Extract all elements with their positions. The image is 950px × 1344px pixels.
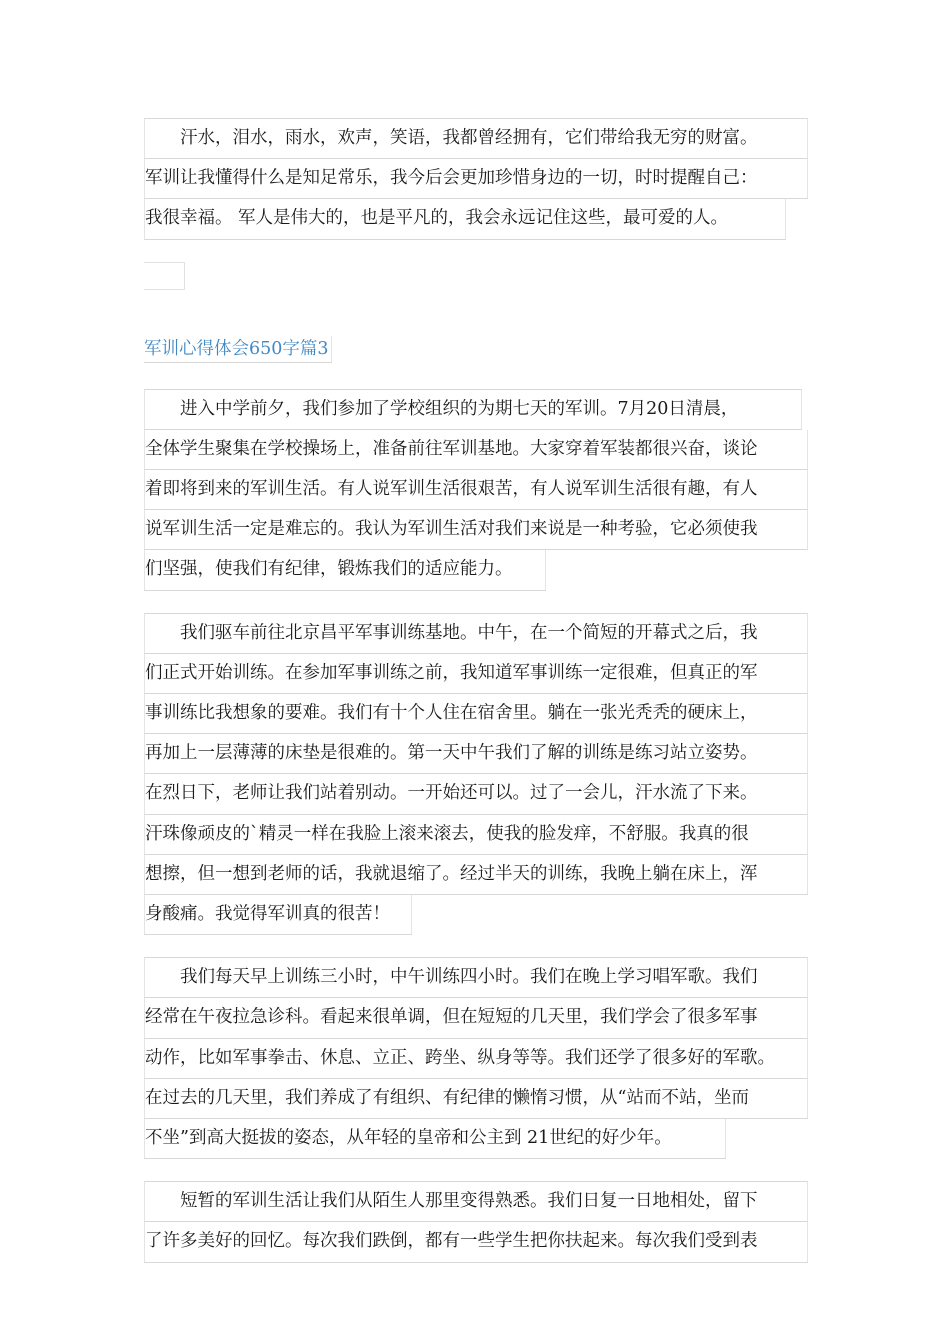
- text-line: 军训让我懂得什么是知足常乐，我今后会更加珍惜身边的一切，时时提醒自己：: [144, 159, 808, 199]
- text-line: 说军训生活一定是难忘的。我认为军训生活对我们来说是一种考验，它必须使我: [144, 510, 808, 550]
- text-line: 我们每天早上训练三小时，中午训练四小时。我们在晚上学习唱军歌。我们: [144, 957, 808, 998]
- text-line: 想擦，但一想到老师的话，我就退缩了。经过半天的训练，我晚上躺在床上，浑: [144, 855, 808, 895]
- text-line: 进入中学前夕，我们参加了学校组织的为期七天的军训。7月20日清晨，: [144, 389, 802, 430]
- paragraph-4: [144, 1181, 808, 1262]
- text-line: 着即将到来的军训生活。有人说军训生活很艰苦，有人说军训生活很有趣，有人: [144, 470, 808, 510]
- paragraph-2: [144, 613, 808, 936]
- text-line: 在烈日下，老师让我们站着别动。一开始还可以。过了一会儿，汗水流了下来。: [144, 774, 808, 814]
- text-line: 我很幸福。 军人是伟大的，也是平凡的，我会永远记住这些，最可爱的人。: [144, 199, 786, 239]
- text-line: 汗珠像顽皮的`精灵一样在我脸上滚来滚去，使我的脸发痒，不舒服。我真的很: [144, 815, 808, 855]
- text-line: 们正式开始训练。在参加军事训练之前，我知道军事训练一定很难，但真正的军: [144, 654, 808, 694]
- paragraph-3: [144, 957, 808, 1159]
- text-line: 汗水，泪水，雨水，欢声，笑语，我都曾经拥有，它们带给我无穷的财富。: [144, 118, 808, 159]
- text-line: 们坚强，使我们有纪律，锻炼我们的适应能力。: [144, 550, 546, 590]
- text-line: 再加上一层薄薄的床垫是很难的。第一天中午我们了解的训练是练习站立姿势。: [144, 734, 808, 774]
- text-line: 我们驱车前往北京昌平军事训练基地。中午，在一个简短的开幕式之后，我: [144, 613, 808, 654]
- text-line: 事训练比我想象的要难。我们有十个人住在宿舍里。躺在一张光秃秃的硬床上，: [144, 694, 808, 734]
- section-heading: 军训心得体会650字篇3: [144, 336, 332, 363]
- text-line: 动作，比如军事拳击、休息、立正、跨坐、纵身等等。我们还学了很多好的军歌。: [144, 1039, 808, 1079]
- text-line: 经常在午夜拉急诊科。看起来很单调，但在短短的几天里，我们学会了很多军事: [144, 998, 808, 1038]
- text-line: 短暂的军训生活让我们从陌生人那里变得熟悉。我们日复一日地相处，留下: [144, 1181, 808, 1222]
- document-page: [144, 118, 808, 1285]
- text-line: 了许多美好的回忆。每次我们跌倒，都有一些学生把你扶起来。每次我们受到表: [144, 1222, 808, 1262]
- paragraph-1: [144, 389, 808, 591]
- text-line: 身酸痛。我觉得军训真的很苦！: [144, 895, 412, 935]
- empty-paragraph-box: [144, 262, 185, 290]
- intro-paragraph: [144, 118, 808, 240]
- text-line: 在过去的几天里，我们养成了有组织、有纪律的懒惰习惯，从“站而不站，坐而: [144, 1079, 808, 1119]
- text-line: 全体学生聚集在学校操场上，准备前往军训基地。大家穿着军装都很兴奋，谈论: [144, 430, 808, 470]
- text-line: 不坐”到高大挺拔的姿态，从年轻的皇帝和公主到 21世纪的好少年。: [144, 1119, 726, 1159]
